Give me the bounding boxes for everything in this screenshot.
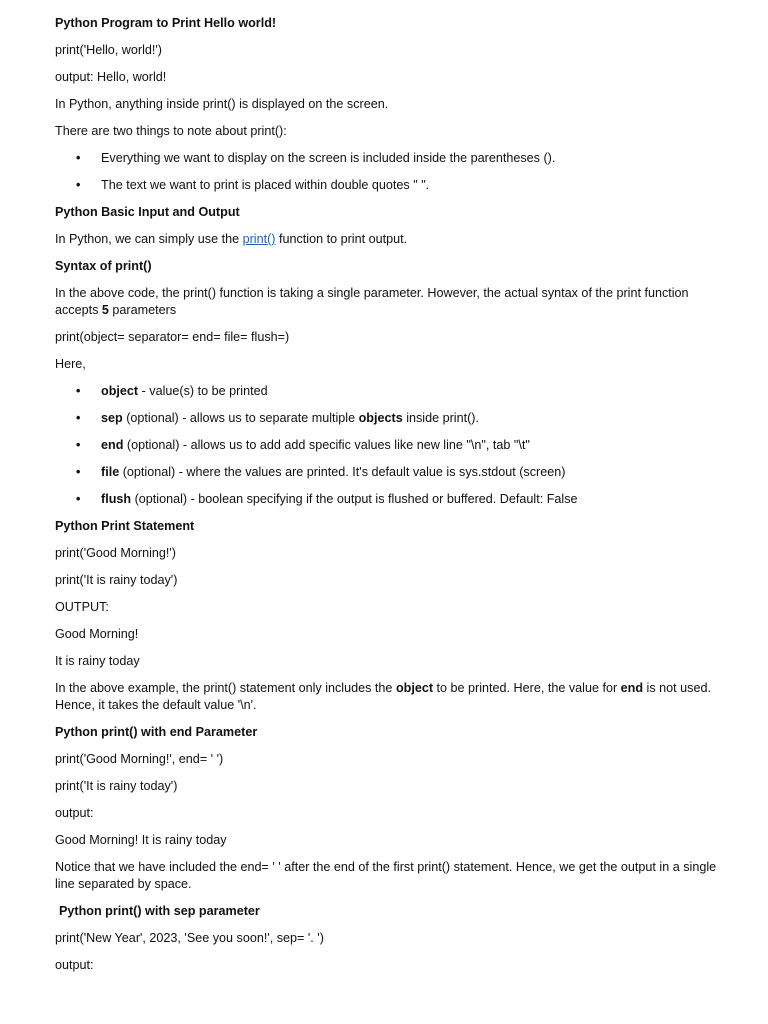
paragraph — [55, 751, 724, 768]
bold-text: object — [395, 681, 434, 695]
text-run: Everything we want to display on the screen is included inside the parentheses (). — [101, 151, 556, 165]
paragraph — [55, 957, 724, 974]
text-run: print('It is rainy today') — [55, 573, 178, 587]
paragraph — [55, 123, 724, 140]
bold-text: objects — [358, 411, 403, 425]
text-run: print('Hello, world!') — [55, 43, 162, 57]
list-item — [55, 437, 724, 454]
text-run: print('New Year', 2023, 'See you soon!', sep= '. ') — [55, 931, 324, 945]
paragraph — [55, 832, 724, 849]
text-run: output: — [55, 806, 94, 820]
text-run: In the above code, the print() function is taking a single parameter. However, the actual syntax of the print function accepts — [55, 286, 689, 317]
paragraph — [55, 42, 724, 59]
paragraph — [55, 930, 724, 947]
list-item — [55, 491, 724, 508]
paragraph — [55, 69, 724, 86]
text-run: It is rainy today — [55, 654, 140, 668]
bold-text: flush — [101, 492, 132, 506]
bold-text: end — [620, 681, 644, 695]
section-heading — [55, 258, 724, 275]
paragraph — [55, 356, 724, 373]
text-run: Python print() with sep parameter — [59, 904, 260, 918]
paragraph — [55, 859, 724, 893]
section-heading — [55, 15, 724, 32]
list-item — [55, 177, 724, 194]
bullet-icon: • — [76, 492, 81, 506]
text-run: output: Hello, world! — [55, 70, 167, 84]
text-run: There are two things to note about print(): — [55, 124, 287, 138]
bullet-icon: • — [76, 465, 81, 479]
text-run: - value(s) to be printed — [138, 384, 268, 398]
bullet-icon: • — [76, 411, 81, 425]
text-run: print(object= separator= end= file= flush=) — [55, 330, 290, 344]
text-run: to be printed. Here, the value for — [433, 681, 621, 695]
list-item — [55, 464, 724, 481]
text-run: OUTPUT: — [55, 600, 109, 614]
text-run: (optional) - allows us to add add specific values like new line "\n", tab "\t" — [123, 438, 530, 452]
section-heading — [55, 518, 724, 535]
paragraph — [55, 805, 724, 822]
bold-text: file — [101, 465, 120, 479]
text-run: function to print output. — [275, 232, 408, 246]
list-item — [55, 410, 724, 427]
text-run: Python print() with end Parameter — [55, 725, 258, 739]
paragraph — [55, 599, 724, 616]
paragraph — [55, 231, 724, 248]
text-run: The text we want to print is placed within double quotes " ". — [101, 178, 430, 192]
text-run: inside print(). — [402, 411, 479, 425]
text-run: Syntax of print() — [55, 259, 152, 273]
bullet-icon: • — [76, 151, 81, 165]
text-run: (optional) - boolean specifying if the output is flushed or buffered. Default: False — [131, 492, 578, 506]
print-function-link[interactable]: print() — [242, 232, 276, 246]
text-run: In the above example, the print() statement only includes the — [55, 681, 396, 695]
section-heading — [55, 204, 724, 221]
bold-text: end — [101, 438, 124, 452]
text-run: is not used. Hence, it takes the default value '\n'. — [55, 681, 711, 712]
paragraph — [55, 96, 724, 113]
text-run: Python Program to Print Hello world! — [55, 16, 277, 30]
text-run: print('Good Morning!', end= ' ') — [55, 752, 224, 766]
paragraph — [55, 680, 724, 714]
paragraph — [55, 329, 724, 346]
text-run: print('Good Morning!') — [55, 546, 176, 560]
paragraph — [55, 626, 724, 643]
section-heading — [55, 903, 724, 920]
bold-text: object — [101, 384, 139, 398]
section-heading — [55, 724, 724, 741]
text-run: (optional) - allows us to separate multiple — [122, 411, 359, 425]
text-run: In Python, we can simply use the — [55, 232, 243, 246]
bullet-icon: • — [76, 438, 81, 452]
paragraph — [55, 572, 724, 589]
list-item — [55, 150, 724, 167]
text-run: Good Morning! — [55, 627, 139, 641]
text-run: print('It is rainy today') — [55, 779, 178, 793]
bullet-list — [55, 150, 724, 194]
text-run: (optional) - where the values are printed. It's default value is sys.stdout (screen) — [119, 465, 566, 479]
text-run: Here, — [55, 357, 86, 371]
paragraph — [55, 285, 724, 319]
paragraph — [55, 653, 724, 670]
paragraph — [55, 778, 724, 795]
bold-text: 5 — [101, 303, 109, 317]
text-run: Good Morning! It is rainy today — [55, 833, 227, 847]
bullet-list — [55, 383, 724, 508]
text-run: parameters — [108, 303, 177, 317]
text-run: output: — [55, 958, 94, 972]
bold-text: sep — [101, 411, 123, 425]
bullet-icon: • — [76, 178, 81, 192]
text-run: Python Basic Input and Output — [55, 205, 240, 219]
list-item — [55, 383, 724, 400]
bullet-icon: • — [76, 384, 81, 398]
paragraph — [55, 545, 724, 562]
text-run: Notice that we have included the end= ' ' after the end of the first print() statement. Hence, we get the output in a single line separated by space. — [55, 860, 717, 891]
text-run: Python Print Statement — [55, 519, 195, 533]
text-run: In Python, anything inside print() is displayed on the screen. — [55, 97, 389, 111]
